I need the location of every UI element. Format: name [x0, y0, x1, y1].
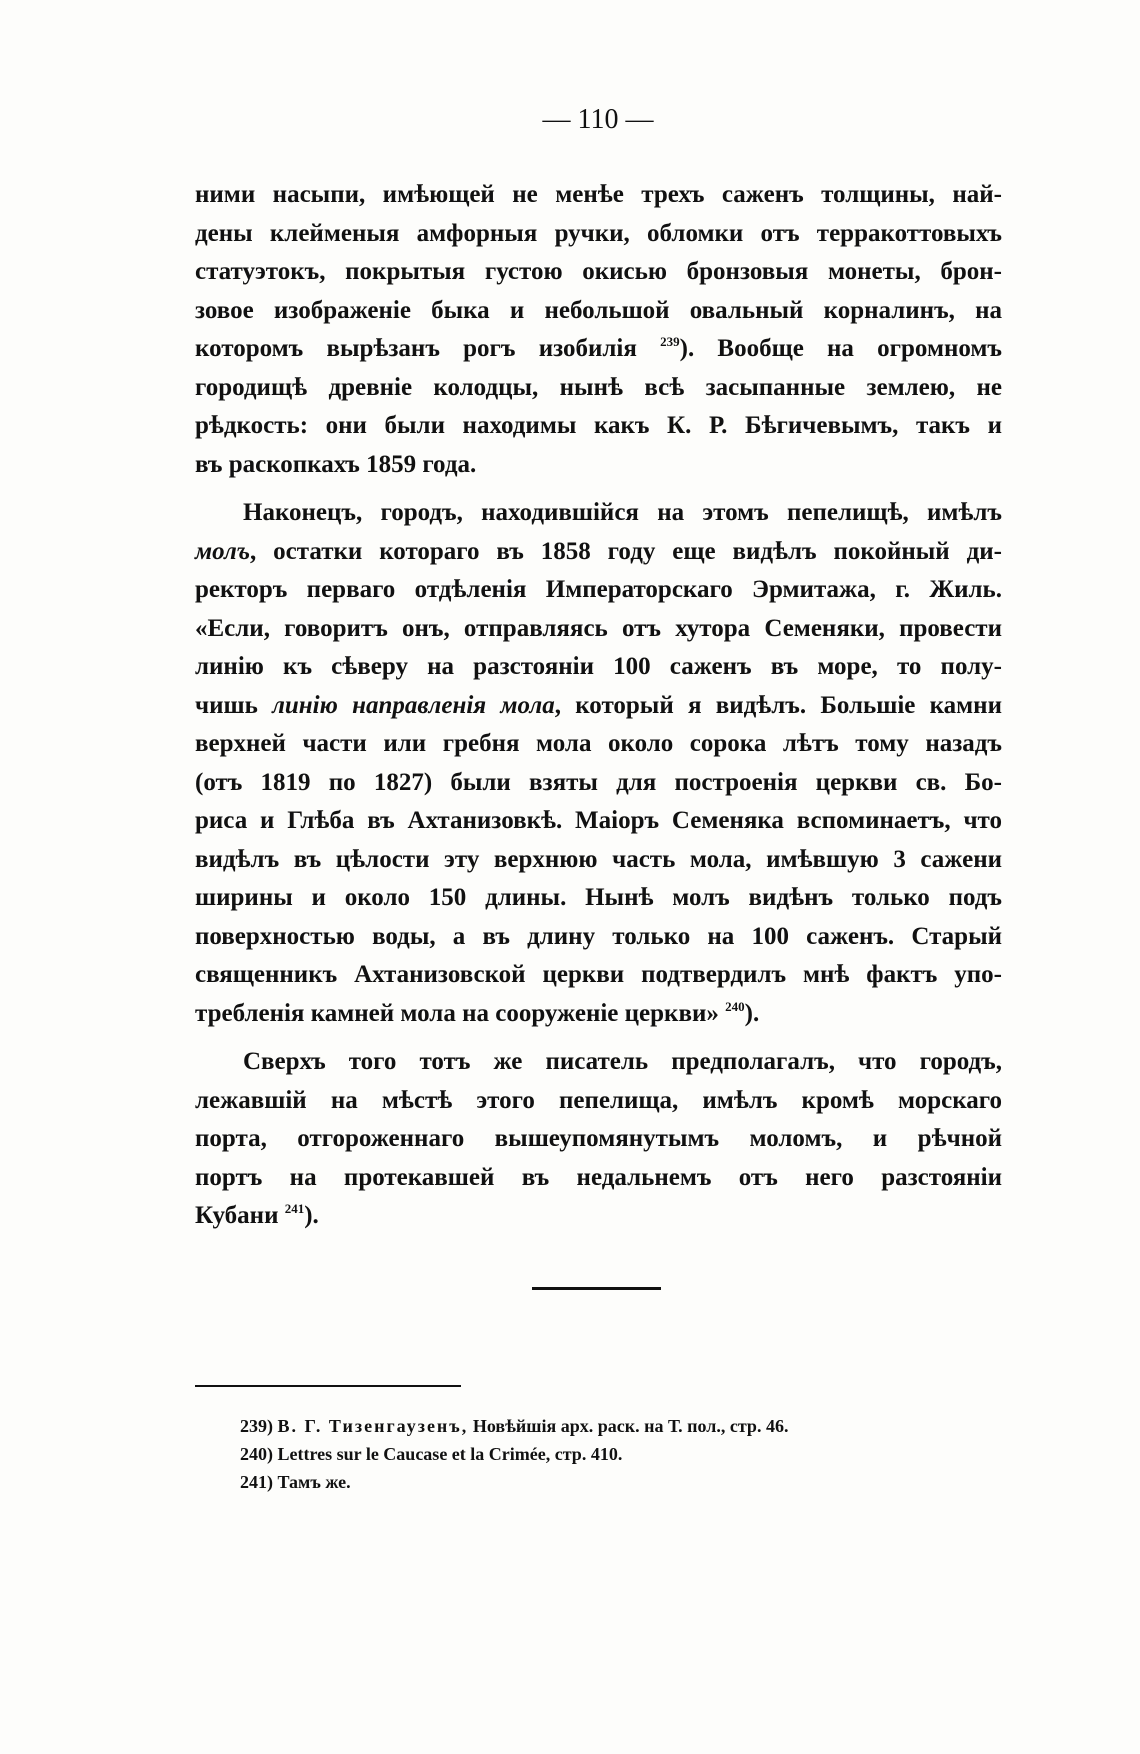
text: риса и Глѣба въ Ахтанизовкѣ. Маіоръ Семеняка вспоминаетъ, что: [195, 807, 1002, 834]
text: чишь: [195, 691, 273, 719]
text: «Если, говоритъ онъ, отправляясь отъ хутора Семеняки, провести: [195, 614, 1002, 642]
text-line: [195, 725, 1002, 764]
text-line: [195, 1197, 1002, 1236]
text: Кубани: [195, 1202, 285, 1229]
text-line: [195, 879, 1002, 918]
paragraph-gap: [195, 1033, 1002, 1043]
footnote-241: [240, 1468, 1000, 1496]
text: линію къ сѣверу на разстояніи 100 саженъ въ море, то полу-: [195, 653, 1002, 680]
text-line: [195, 841, 1002, 880]
paragraph: [195, 1043, 1002, 1236]
text: (отъ 1819 по 1827) были взяты для построенія церкви св. Бо-: [195, 768, 1002, 796]
text-line: [195, 369, 1002, 408]
text: , который я видѣлъ. Большіе камни: [554, 691, 1002, 719]
italic-text: молъ: [195, 537, 251, 565]
text-line: [195, 446, 1002, 485]
text: поверхностью воды, а въ длину только на 100 саженъ. Старый: [195, 922, 1002, 950]
footnote-text: Новѣйшія арх. раск. на Т. пол., стр. 46.: [472, 1416, 789, 1436]
footnote-number: 239): [240, 1416, 273, 1436]
footnote-reference: 239: [660, 334, 680, 349]
text: ними насыпи, имѣющей не менѣе трехъ саженъ толщины, най-: [195, 181, 1002, 208]
text: ).: [304, 1202, 319, 1229]
text: дены клейменыя амфорныя ручки, обломки отъ терракоттовыхъ: [195, 219, 1002, 247]
text-line: [195, 176, 1002, 215]
text: Наконецъ, городъ, находившійся на этомъ пепелищѣ, имѣлъ: [243, 499, 1002, 526]
text-line: [195, 687, 1002, 726]
text-line: [195, 610, 1002, 649]
italic-text: линію направленія мола: [272, 691, 555, 719]
page-number: — 110 —: [542, 104, 654, 135]
text-line: [195, 1043, 1002, 1082]
text: городищѣ древніе колодцы, нынѣ всѣ засыпанные землею, не: [195, 373, 1002, 401]
text-line: [195, 918, 1002, 957]
paragraph: [195, 494, 1002, 1033]
footnote-text: Lettres sur le Caucase et la Crimée, стр. 410.: [277, 1444, 623, 1464]
text: портъ на протекавшей въ недальнемъ отъ него разстояніи: [195, 1163, 1002, 1191]
footnote-author: В. Г. Тизенгаузенъ,: [277, 1416, 469, 1436]
text: порта, отгороженнаго вышеупомянутымъ моломъ, и рѣчной: [195, 1125, 1002, 1152]
section-end-rule: [532, 1287, 661, 1290]
text: зовое изображеніе быка и небольшой овальный корналинъ, на: [195, 296, 1002, 324]
text-line: [195, 956, 1002, 995]
footnote-number: 240): [240, 1444, 273, 1464]
text: ).: [744, 999, 760, 1027]
text-line: [195, 1082, 1002, 1121]
text-line: [195, 1159, 1002, 1198]
text: лежавшій на мѣстѣ этого пепелища, имѣлъ кромѣ морскаго: [195, 1086, 1002, 1114]
text: рѣдкость: они были находимы какъ К. Р. Бѣгичевымъ, такъ и: [195, 412, 1002, 439]
text: ). Вообще на огромномъ: [679, 335, 1002, 362]
text: въ раскопкахъ 1859 года.: [195, 450, 477, 478]
paragraph-gap: [195, 484, 1002, 494]
text-line: [195, 648, 1002, 687]
footnote-text: Тамъ же.: [277, 1472, 351, 1492]
text: верхней части или гребня мола около сорока лѣтъ тому назадъ: [195, 730, 1002, 757]
text-line: [195, 215, 1002, 254]
text-line: [195, 407, 1002, 446]
text-line: [195, 494, 1002, 533]
text: статуэтокъ, покрытыя густою окисью бронзовыя монеты, брон-: [195, 258, 1002, 285]
text: священникъ Ахтанизовской церкви подтвердилъ мнѣ фактъ упо-: [195, 961, 1002, 988]
footnotes: [240, 1412, 1000, 1496]
footnote-reference: 241: [284, 1201, 305, 1216]
paragraph: [195, 176, 1002, 484]
text-line: [195, 571, 1002, 610]
text-line: [195, 533, 1002, 572]
text: ширины и около 150 длины. Нынѣ молъ видѣнъ только подъ: [195, 884, 1002, 911]
footnote-separator-rule: [195, 1385, 461, 1387]
text-line: [195, 292, 1002, 331]
text-line: [195, 995, 1002, 1034]
text: , остатки котораго въ 1858 году еще видѣлъ покойный ди-: [250, 537, 1002, 565]
text-line: [195, 1120, 1002, 1159]
footnote-239: [240, 1412, 1000, 1440]
text-line: [195, 802, 1002, 841]
body-text: [195, 176, 1002, 1236]
text-line: [195, 253, 1002, 292]
footnote-reference: 240: [725, 998, 745, 1014]
footnote-number: 241): [240, 1472, 273, 1492]
footnote-240: [240, 1440, 1000, 1468]
text-line: [195, 764, 1002, 803]
text: видѣлъ въ цѣлости эту верхнюю часть мола, имѣвшую 3 сажени: [195, 845, 1002, 873]
text: Сверхъ того тотъ же писатель предполагалъ, что городъ,: [243, 1048, 1002, 1075]
text: требленія камней мола на сооруженіе церкви»: [195, 999, 726, 1027]
text: ректоръ перваго отдѣленія Императорскаго Эрмитажа, г. Жиль.: [195, 576, 1002, 603]
text-line: [195, 330, 1002, 369]
text: которомъ вырѣзанъ рогъ изобилія: [195, 335, 661, 362]
